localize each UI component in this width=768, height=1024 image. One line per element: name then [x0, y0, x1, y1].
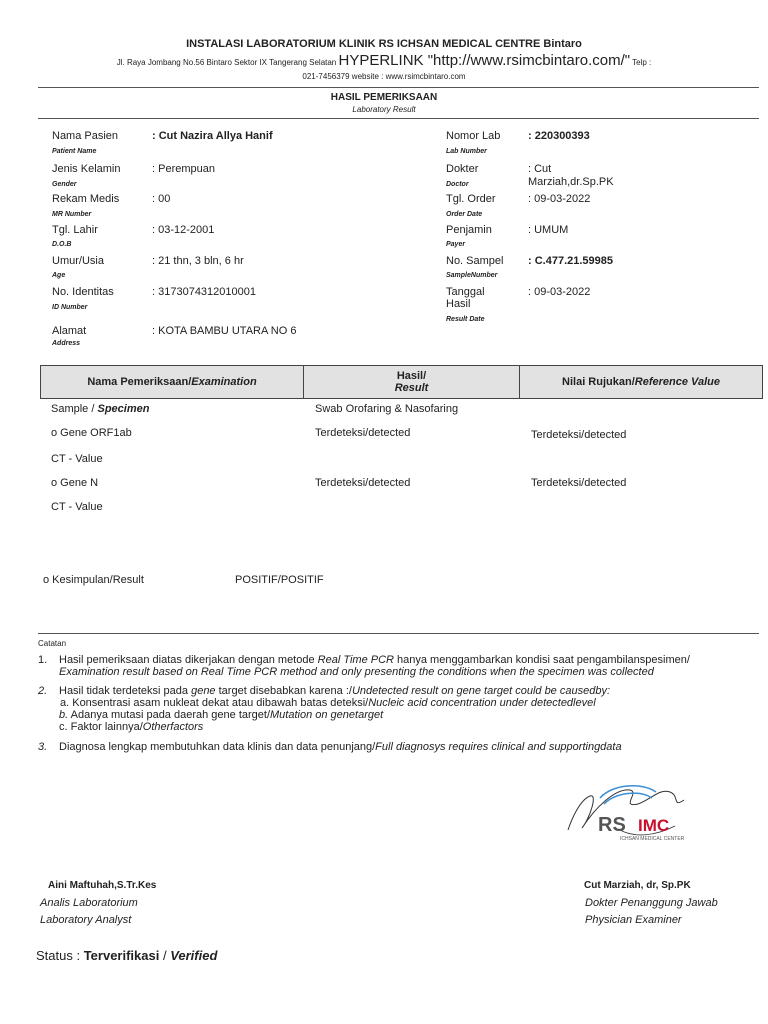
id-label: No. Identitas [52, 286, 114, 298]
doctor-label: Dokter [446, 163, 479, 175]
dob-label: Tgl. Lahir [52, 224, 98, 236]
payer-en: Payer [446, 241, 466, 248]
result-date-label: Tanggal [446, 286, 485, 298]
logo-caption: ICHSAN MEDICAL CENTER [620, 836, 685, 842]
physician-role: Dokter Penanggung Jawab [585, 897, 718, 909]
address-value: : KOTA BAMBU UTARA NO 6 [152, 325, 297, 337]
sample-value: Swab Orofaring & Nasofaring [315, 403, 459, 415]
age-label: Umur/Usia [52, 255, 104, 267]
order-date-label: Tgl. Order [446, 193, 496, 205]
payer-value: : UMUM [528, 224, 569, 236]
sample-number-label: No. Sampel [446, 255, 504, 267]
note-number: 2. [38, 685, 48, 697]
phone-website: 021-7456379 website : www.rsimcbintaro.com [302, 72, 466, 81]
col-reference: Nilai Rujukan/ Reference Value [562, 376, 720, 388]
gender-en: Gender [52, 181, 77, 188]
order-date-en: Order Date [446, 211, 483, 218]
gender-label: Jenis Kelamin [52, 163, 121, 175]
doctor-value-line2: Marziah,dr.Sp.PK [528, 176, 614, 188]
table-row-name: o Gene N [51, 477, 99, 489]
col-examination: Nama Pemeriksaan/ Examination [41, 366, 304, 398]
results-table-header [40, 365, 763, 399]
mr-en: MR Number [52, 211, 92, 218]
header-divider [38, 87, 759, 88]
report-title: HASIL PEMERIKSAAN [330, 92, 438, 103]
col-result: Hasil/ Result [304, 366, 520, 398]
notes-heading: Catatan [38, 639, 67, 648]
table-row-ref: Terdeteksi/detected [531, 477, 627, 489]
mr-label: Rekam Medis [52, 193, 120, 205]
age-value: : 21 thn, 3 bln, 6 hr [152, 255, 244, 267]
physician-name: Cut Marziah, dr, Sp.PK [584, 880, 691, 891]
address-en: Address [52, 340, 81, 347]
analyst-name: Aini Maftuhah,S.Tr.Kes [48, 880, 157, 891]
report-subtitle: Laboratory Result [352, 105, 416, 114]
table-row-result: Terdeteksi/detected [315, 427, 411, 439]
table-row-name: CT - Value [51, 501, 103, 513]
table-row-ref: Terdeteksi/detected [531, 429, 627, 441]
analyst-role: Analis Laboratorium [40, 897, 138, 909]
result-date-en: Result Date [446, 316, 485, 323]
lab-title: INSTALASI LABORATORIUM KLINIK RS ICHSAN MEDICAL CENTRE Bintaro [186, 38, 582, 50]
lab-address [0, 54, 768, 84]
website-hyperlink[interactable]: HYPERLINK "http://www.rsimcbintaro.com/" [338, 52, 631, 69]
patient-name-label: Nama Pasien [52, 130, 119, 142]
address-label: Alamat [52, 325, 87, 337]
sample-label: Sample / Specimen [51, 403, 150, 415]
sample-number-value: : C.477.21.59985 [528, 255, 614, 267]
age-en: Age [52, 272, 66, 279]
lab-number-en: Lab Number [446, 148, 487, 155]
conclusion-label: o Kesimpulan/Result [43, 574, 144, 586]
gender-value: : Perempuan [152, 163, 215, 175]
hospital-stamp-logo [560, 778, 690, 848]
notes-divider [38, 633, 759, 634]
table-row-result: Terdeteksi/detected [315, 477, 411, 489]
table-row-name: CT - Value [51, 453, 103, 465]
order-date-value: : 09-03-2022 [528, 193, 591, 205]
conclusion-value: POSITIF/POSITIF [235, 574, 324, 586]
patient-name-value: : Cut Nazira Allya Hanif [152, 130, 273, 142]
id-value: : 3173074312010001 [152, 286, 256, 298]
note-number: 3. [38, 741, 48, 753]
doctor-en: Doctor [446, 181, 469, 188]
dob-en: D.O.B [52, 241, 72, 248]
dob-value: : 03-12-2001 [152, 224, 215, 236]
sample-number-en: SampleNumber [446, 272, 498, 279]
title-divider [38, 118, 759, 119]
note-1: Hasil pemeriksaan diatas dikerjakan dengan metode Real Time PCR hanya menggambarkan kondisi saat pengambilanspesimen/ Examination result based on Real Time PCR method and only presenting the conditions when the specimen was collected [59, 654, 690, 678]
address-text: Jl. Raya Jombang No.56 Bintaro Sektor IX Tangerang Selatan [116, 58, 337, 67]
result-date-value: : 09-03-2022 [528, 286, 591, 298]
id-en: ID Number [52, 304, 88, 311]
table-row-name: o Gene ORF1ab [51, 427, 132, 439]
mr-value: : 00 [152, 193, 171, 205]
logo-text-imc: IMC [638, 816, 670, 835]
note-3: Diagnosa lengkap membutuhkan data klinis dan data penunjang/Full diagnosys requires clinical and supportingdata [59, 741, 622, 753]
verification-status: Status : Terverifikasi / Verified [36, 948, 218, 963]
note-number: 1. [38, 654, 48, 666]
telp-label: Telp : [632, 58, 652, 67]
lab-number-label: Nomor Lab [446, 130, 501, 142]
result-date-label-line2: Hasil [446, 298, 471, 310]
note-2: Hasil tidak terdeteksi pada gene target disebabkan karena :/Undetected result on gene target could be causedby: a. Konsentrasi asam nukleat dekat atau dibawah batas deteksi/Nucleic acid concentration under detectedlevel b. Adanya mutasi pada daerah gene target/Mutation on genetarget c. Faktor lainnya/Otherfactors [59, 685, 611, 733]
analyst-role-en: Laboratory Analyst [40, 914, 132, 926]
payer-label: Penjamin [446, 224, 492, 236]
physician-role-en: Physician Examiner [585, 914, 682, 926]
logo-text-rs: RS [598, 814, 626, 836]
lab-number-value: : 220300393 [528, 130, 590, 142]
patient-name-en: Patient Name [52, 148, 97, 155]
doctor-value: : Cut [528, 163, 552, 175]
